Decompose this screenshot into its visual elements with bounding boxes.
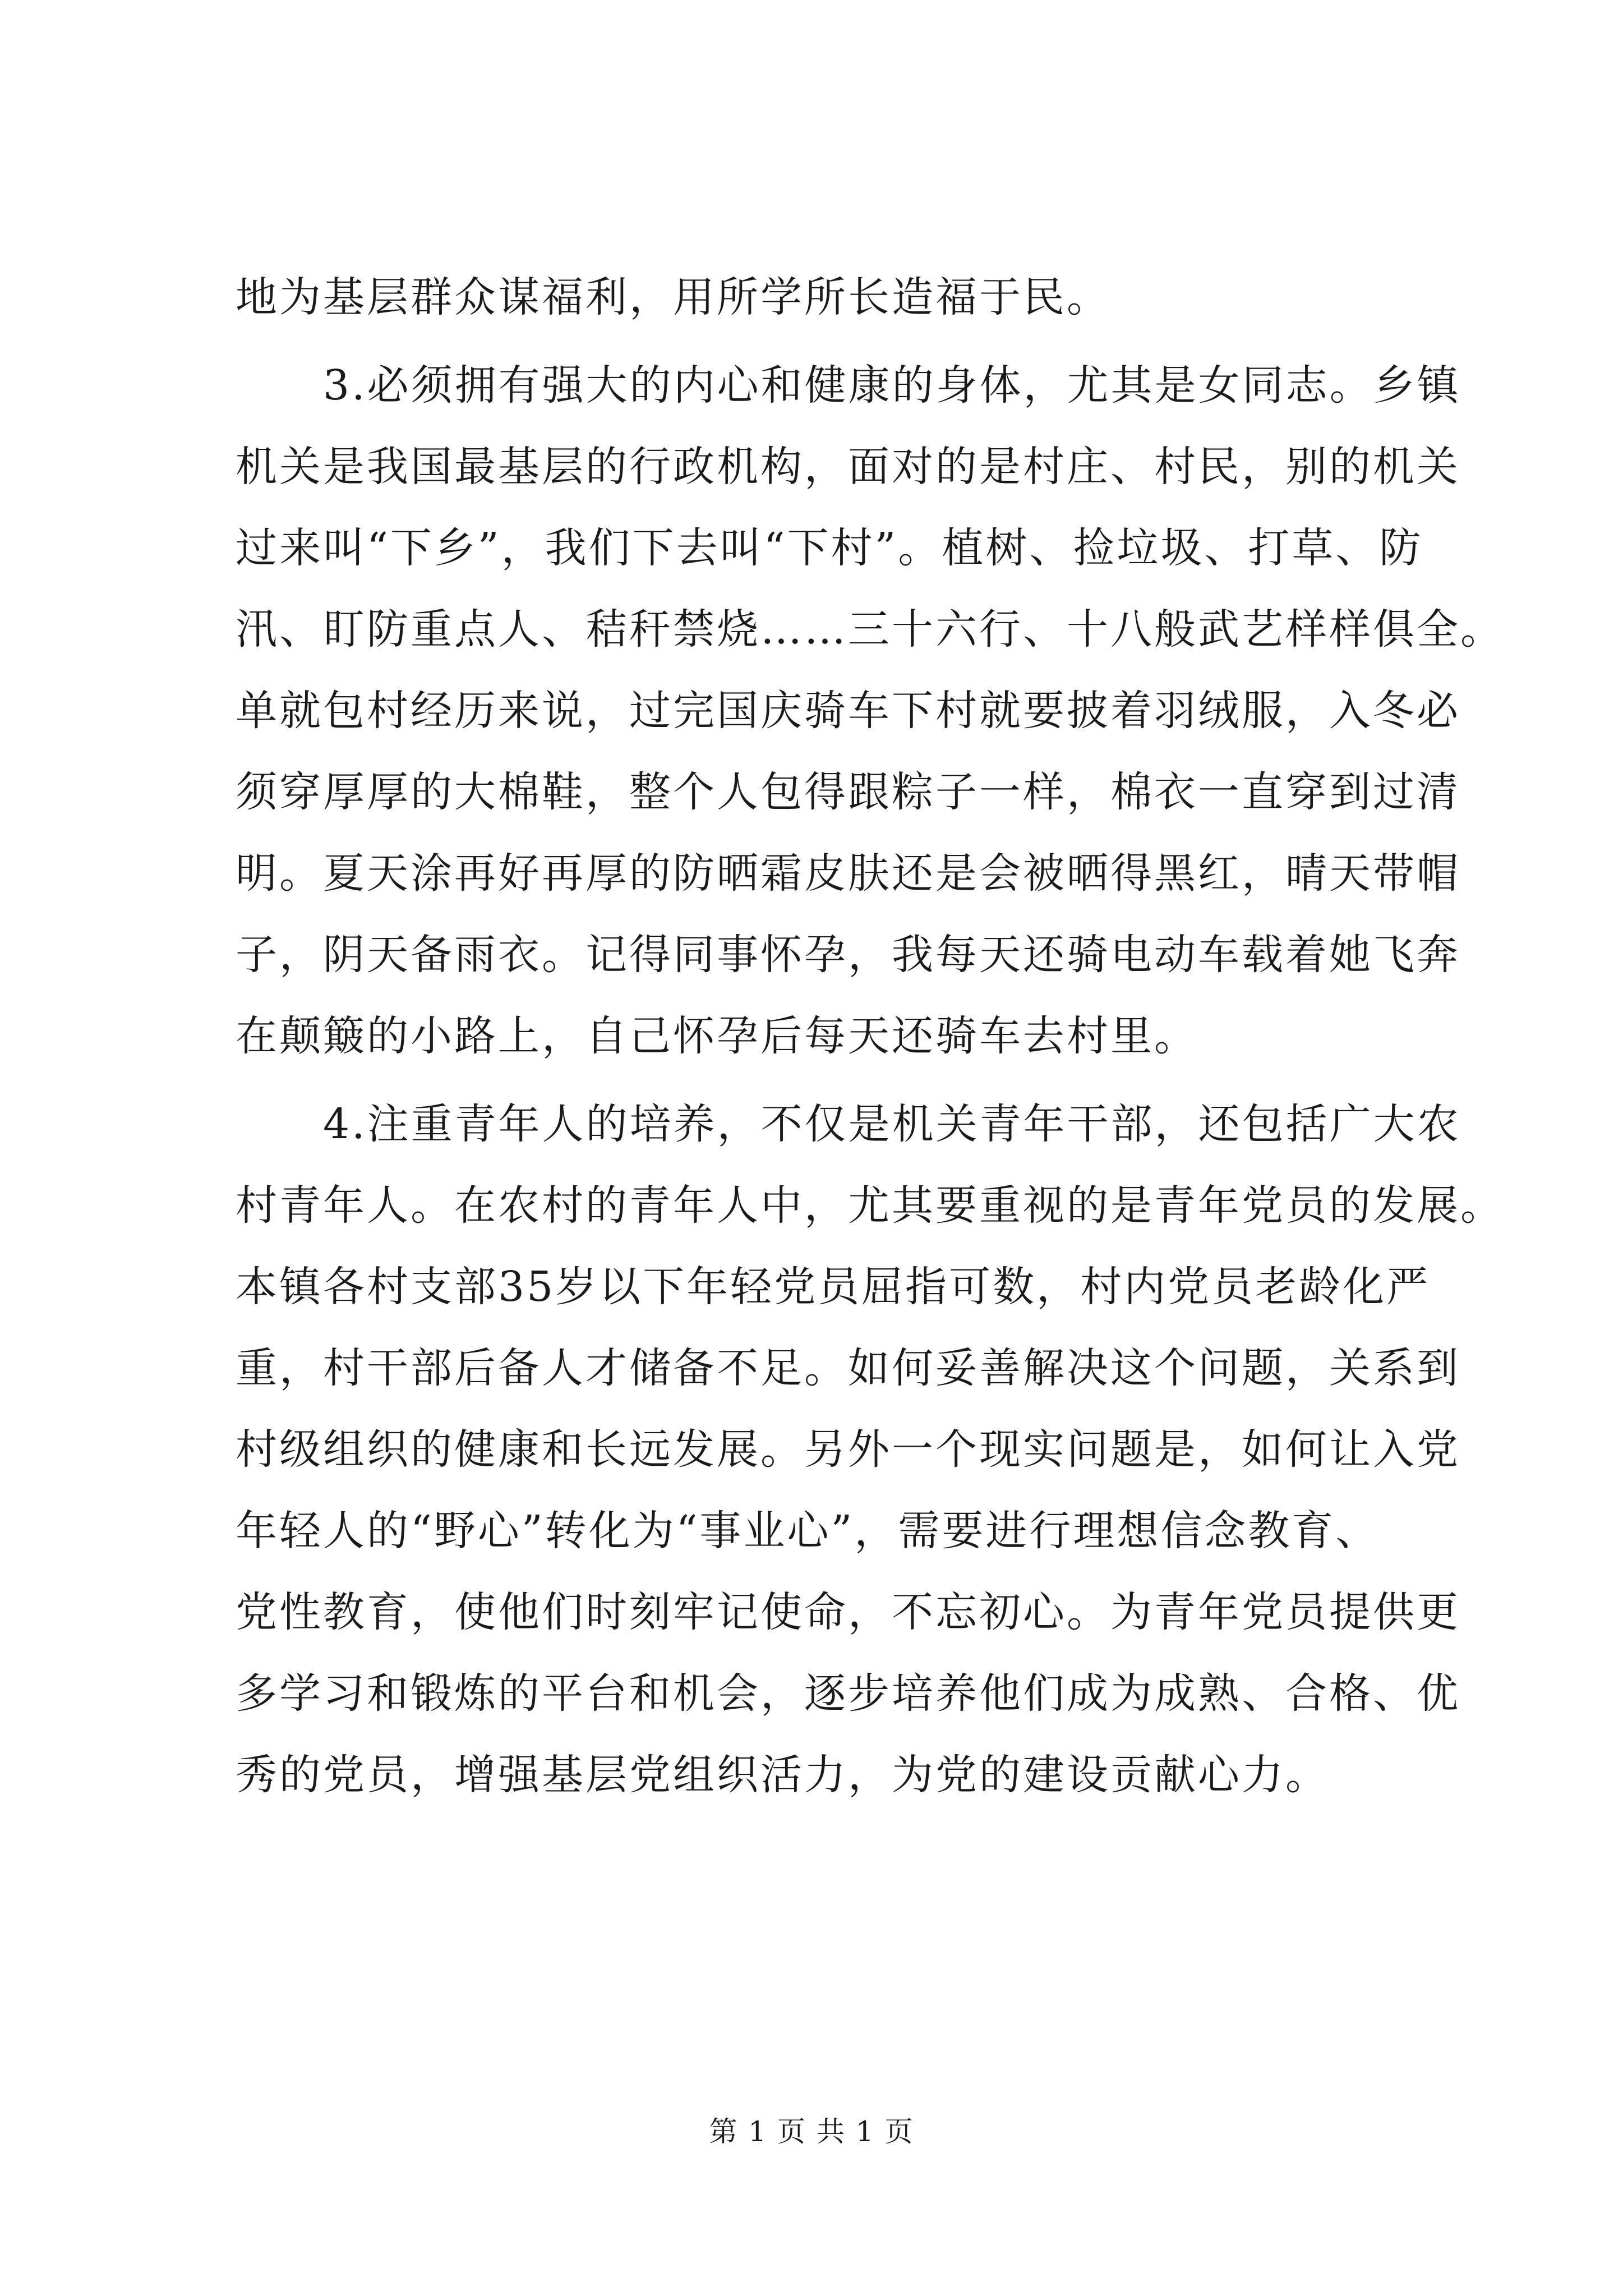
paragraph-3-line-7: 明。夏天涂再好再厚的防晒霜皮肤还是会被晒得黑红，晴天带帽 bbox=[236, 849, 1460, 898]
paragraph-3-line-5: 单就包村经历来说，过完国庆骑车下村就要披着羽绒服，入冬必 bbox=[236, 687, 1460, 735]
paragraph-3-line-9: 在颠簸的小路上，自己怀孕后每天还骑车去村里。 bbox=[236, 1012, 1198, 1060]
paragraph-4-line-1: 4.注重青年人的培养，不仅是机关青年干部，还包括广大农 bbox=[323, 1100, 1461, 1148]
paragraph-3-line-2: 机关是我国最基层的行政机构，面对的是村庄、村民，别的机关 bbox=[236, 443, 1460, 491]
paragraph-4-line-6: 年轻人的“野心”转化为“事业心”，需要进行理想信念教育、 bbox=[236, 1507, 1380, 1555]
page-number-footer: 第 1 页 共 1 页 bbox=[709, 2115, 914, 2148]
paragraph-4-line-8: 多学习和锻炼的平台和机会，逐步培养他们成为成熟、合格、优 bbox=[236, 1669, 1460, 1718]
paragraph-2-line-1: 地为基层群众谋福利，用所学所长造福于民。 bbox=[236, 273, 1110, 321]
paragraph-4-line-7: 党性教育，使他们时刻牢记使命，不忘初心。为青年党员提供更 bbox=[236, 1588, 1460, 1636]
paragraph-3-line-3: 过来叫“下乡”，我们下去叫“下村”。植树、捡垃圾、打草、防 bbox=[236, 524, 1423, 572]
document-body bbox=[236, 257, 1504, 1816]
paragraph-3-line-1: 3.必须拥有强大的内心和健康的身体，尤其是女同志。乡镇 bbox=[323, 361, 1461, 409]
paragraph-3-line-4: 汛、盯防重点人、秸秆禁烧……三十六行、十八般武艺样样俱全。 bbox=[236, 605, 1504, 654]
paragraph-3-line-6: 须穿厚厚的大棉鞋，整个人包得跟粽子一样，棉衣一直穿到过清 bbox=[236, 768, 1460, 816]
paragraph-4-line-2: 村青年人。在农村的青年人中，尤其要重视的是青年党员的发展。 bbox=[236, 1181, 1504, 1230]
paragraph-4-line-3: 本镇各村支部35岁以下年轻党员屈指可数，村内党员老龄化严 bbox=[236, 1263, 1431, 1311]
paragraph-4-line-9: 秀的党员，增强基层党组织活力，为党的建设贡献心力。 bbox=[236, 1751, 1329, 1799]
paragraph-4-line-4: 重，村干部后备人才储备不足。如何妥善解决这个问题，关系到 bbox=[236, 1344, 1460, 1392]
paragraph-3-line-8: 子，阴天备雨衣。记得同事怀孕，我每天还骑电动车载着她飞奔 bbox=[236, 931, 1460, 979]
paragraph-4-line-5: 村级组织的健康和长远发展。另外一个现实问题是，如何让入党 bbox=[236, 1425, 1460, 1474]
